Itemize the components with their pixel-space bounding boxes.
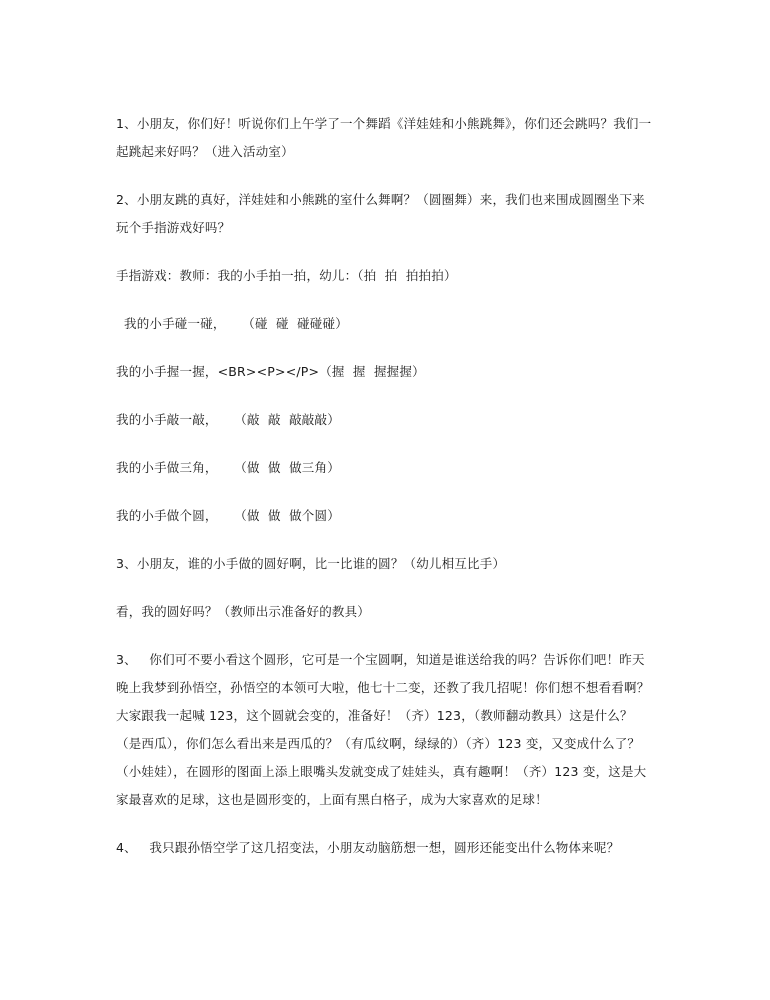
paragraph-grip: 我的小手握一握，<BR><P></P>（握 握 握握握） [116, 364, 425, 379]
paragraph-look: 看，我的圆好吗？（教师出示准备好的教具） [116, 604, 371, 619]
paragraph-2: 2、小朋友跳的真好，洋娃娃和小熊跳的室什么舞啊？（圆圈舞）来，我们也来围成圆圈坐下来玩个手指游戏好吗？ [116, 192, 645, 235]
paragraph-touch: 我的小手碰一碰， （碰 碰 碰碰碰） [124, 316, 348, 331]
paragraph-3: 3、小朋友，谁的小手做的圆好啊，比一比谁的圆？（幼儿相互比手） [116, 556, 506, 571]
paragraph-triangle: 我的小手做三角， （做 做 做三角） [116, 460, 340, 475]
paragraph-circle: 我的小手做个圆， （做 做 做个圆） [116, 508, 340, 523]
document-body [116, 110, 656, 882]
paragraph-4: 4、 我只跟孙悟空学了这几招变法，小朋友动脑筋想一想，圆形还能变出什么物体来呢？ [116, 840, 620, 855]
paragraph-knock: 我的小手敲一敲， （敲 敲 敲敲敲） [116, 412, 340, 427]
paragraph-finger-game: 手指游戏：教师：我的小手拍一拍，幼儿：（拍 拍 拍拍拍） [116, 268, 457, 283]
paragraph-1: 1、小朋友，你们好！听说你们上午学了一个舞蹈《洋娃娃和小熊跳舞》，你们还会跳吗？我们一起跳起来好吗？（进入活动室） [116, 116, 652, 159]
paragraph-3-story: 3、 你们可不要小看这个圆形，它可是一个宝圆啊，知道是谁送给我的吗？告诉你们吧！昨天晚上我梦到孙悟空，孙悟空的本领可大啦，他七十二变，还教了我几招呢！你们想不想看看啊？大家跟我一起喊 123，这个圆就会变的，准备好！（齐）123，（教师翻动教具）这是什么？（是西瓜），你们怎么看出来是西瓜的？（有瓜纹啊，绿绿的）（齐）123 变，又变成什么了？（小娃娃），在圆形的图面上添上眼嘴头发就变成了娃娃头，真有趣啊！（齐）123 变，这是大家最喜欢的足球，这也是圆形变的，上面有黑白格子，成为大家喜欢的足球！ [116, 652, 650, 807]
